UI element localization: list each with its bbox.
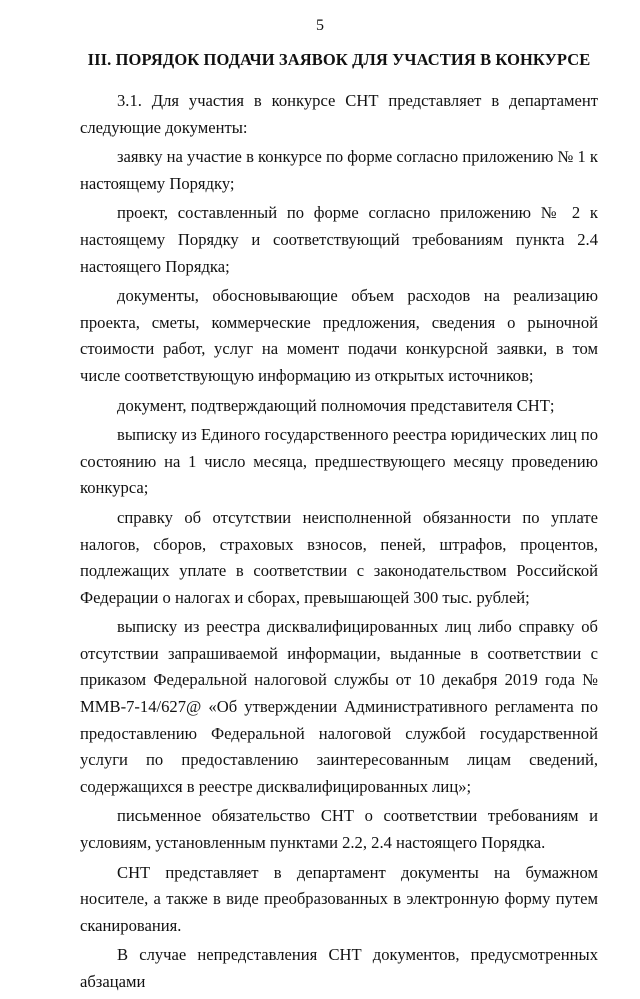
section-title: III. ПОРЯДОК ПОДАЧИ ЗАЯВОК ДЛЯ УЧАСТИЯ В КОНКУРСЕ (87, 50, 591, 69)
paragraph-intro: 3.1. Для участия в конкурсе СНТ представляет в департамент следующие документы: (80, 91, 598, 137)
paragraph-non-submission: В случае непредставления СНТ документов, предусмотренных абзацами (80, 945, 598, 991)
paragraph-disqualified-registry: выписку из реестра дисквалифицированных лиц либо справку об отсутствии запрашиваемой информации, выданные в соответствии с приказом Федеральной налоговой службы от 10 декабря 2019 года № ММВ-7-14/627@ «Об утверждении Административного регламента по предоставлению Федеральной налоговой службой государственной услуги по предоставлению заинтересованным лицам сведений, содержащихся в реестре дисквалифицированных лиц»; (80, 617, 598, 796)
paragraph-registry-extract: выписку из Единого государственного реестра юридических лиц по состоянию на 1 число месяца, предшествующего месяцу проведению конкурса; (80, 425, 598, 498)
page-number: 5 (316, 17, 324, 34)
paragraph-application: заявку на участие в конкурсе по форме согласно приложению № 1 к настоящему Порядку; (80, 147, 598, 193)
paragraph-authority-document: документ, подтверждающий полномочия представителя СНТ; (117, 395, 555, 415)
document-body (80, 88, 598, 999)
paragraph-submission-format: СНТ представляет в департамент документы на бумажном носителе, а также в виде преобразованных в электронную форму путем сканирования. (80, 862, 598, 935)
paragraph-project: проект, составленный по форме согласно приложению № 2 к настоящему Порядку и соответствующий требованиям пункта 2.4 настоящего Порядка; (80, 203, 598, 276)
paragraph-tax-certificate: справку об отсутствии неисполненной обязанности по уплате налогов, сборов, страховых взносов, пеней, штрафов, процентов, подлежащих уплате в соответствии с законодательством Российской Федерации о налогах и сборах, превышающей 300 тыс. рублей; (80, 507, 598, 607)
paragraph-written-obligation: письменное обязательство СНТ о соответствии требованиям и условиям, установленным пунктами 2.2, 2.4 настоящего Порядка. (80, 806, 598, 853)
paragraph-cost-documents: документы, обосновывающие объем расходов на реализацию проекта, сметы, коммерческие предложения, сведения о рыночной стоимости работ, услуг на момент подачи конкурсной заявки, в том числе соответствующую информацию из открытых источников; (80, 286, 598, 385)
